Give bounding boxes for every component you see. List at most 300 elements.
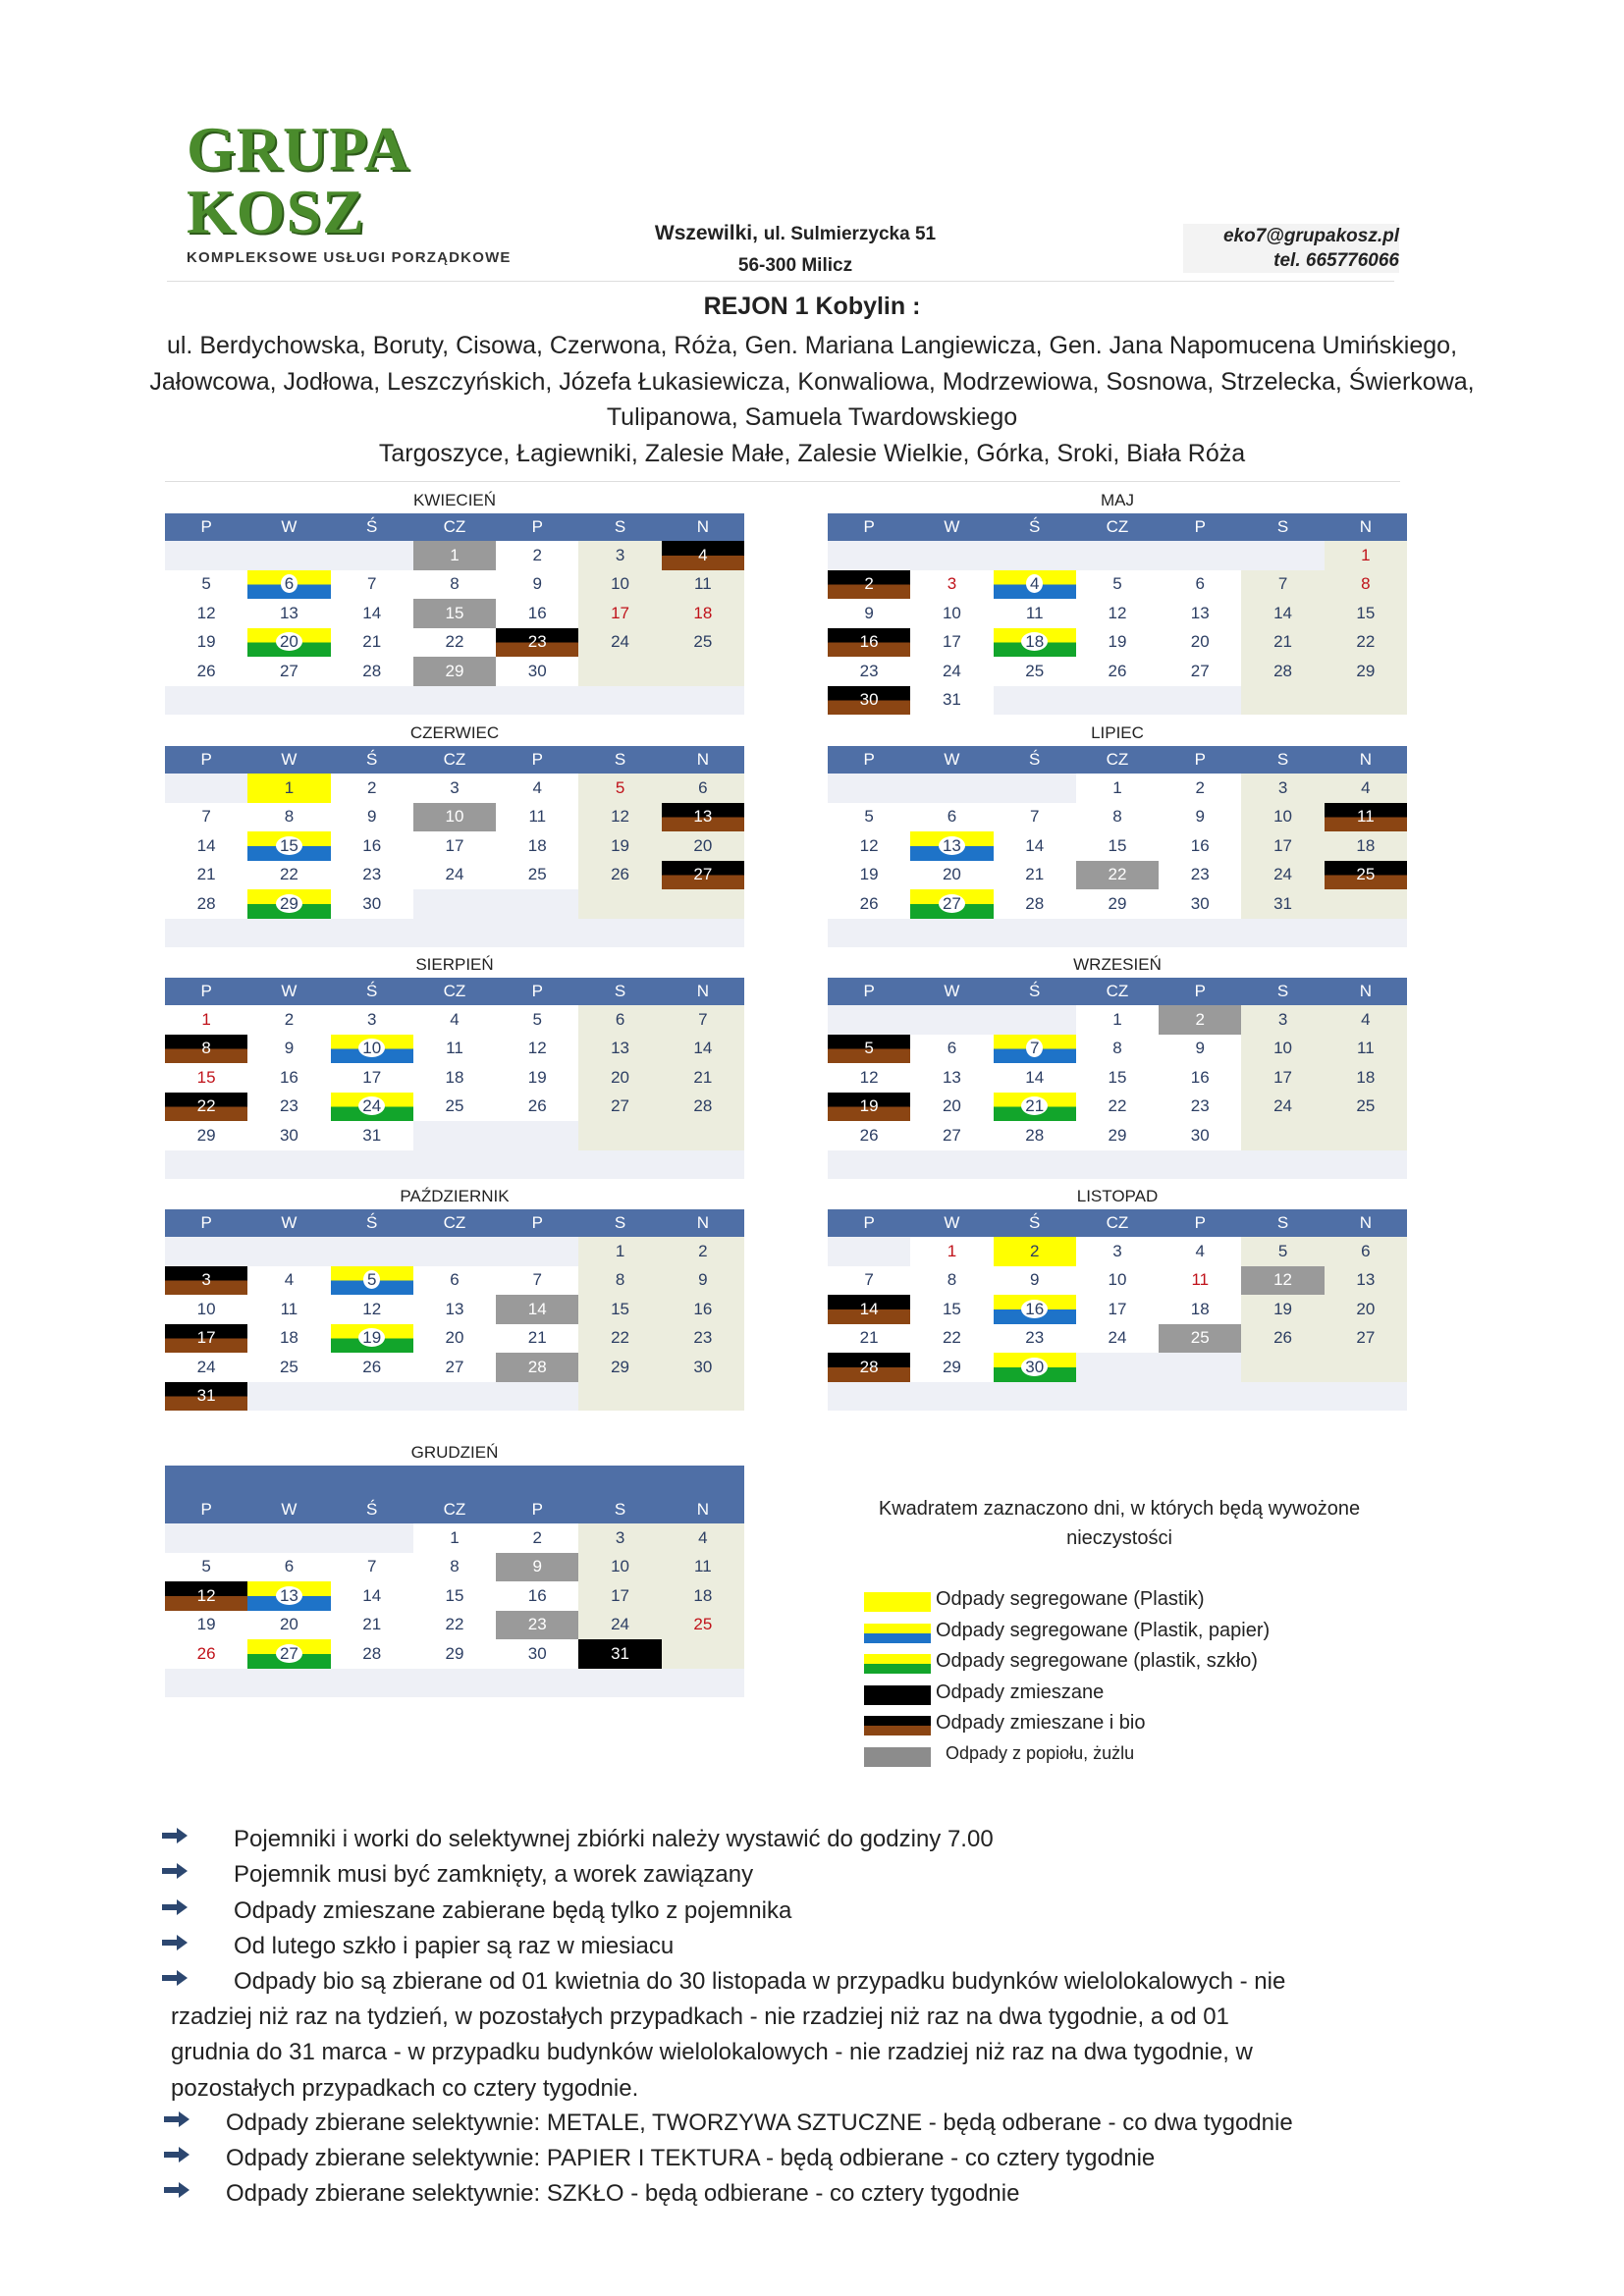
day-cell: 4 <box>662 541 744 570</box>
company-logo <box>187 114 579 266</box>
day-cell: 4 <box>284 1270 295 1290</box>
day-cell: 26 <box>578 861 661 890</box>
weekday-header: P <box>165 1466 247 1523</box>
note-line: Odpady bio są zbierane od 01 kwietnia do 30 listopada w przypadku budynków wielolokalowych - nie <box>234 1968 1286 1995</box>
empty-cell <box>331 1237 413 1266</box>
empty-cell <box>828 1382 910 1412</box>
day-cell: 13 <box>279 603 298 622</box>
day-cell: 7 <box>1241 570 1324 600</box>
empty-cell <box>662 1382 744 1412</box>
day-cell: 16 <box>1190 835 1210 855</box>
day-cell: 15 <box>1108 1067 1127 1087</box>
weekday-header: W <box>910 978 993 1005</box>
day-cell: 18 <box>662 1581 744 1611</box>
empty-cell <box>1159 686 1241 716</box>
address-town: Wszewilki, <box>654 222 758 244</box>
day-cell: 8 <box>450 1557 460 1576</box>
empty-cell <box>994 774 1076 803</box>
day-cell: 16 <box>527 603 547 622</box>
legend-intro: Kwadratem zaznaczono dni, w których będą wywożone nieczystości <box>878 1498 1361 1549</box>
weekday-header: CZ <box>413 513 496 541</box>
empty-cell <box>1159 1353 1241 1382</box>
arrow-right-icon <box>161 1861 189 1881</box>
weekday-header: S <box>578 513 661 541</box>
day-cell: 20 <box>942 1096 961 1116</box>
arrow-right-icon <box>163 2180 190 2200</box>
streets-list: ul. Berdychowska, Boruty, Cisowa, Czerwona, Róża, Gen. Mariana Langiewicza, Gen. Jana Napomucena Umińskiego, Jałowcowa, Jodłowa, Leszczyńskich, Józefa Łukasiewicza, Konwaliowa, Modrzewiowa, Sosnowa, Strzelecka, Świerkowa, Tulipanowa, Samuela Twardowskiego <box>149 332 1475 431</box>
empty-cell <box>331 686 413 716</box>
day-cell: 28 <box>828 1353 910 1382</box>
day-cell: 2 <box>532 545 542 564</box>
day-cell: 21 <box>859 1328 879 1348</box>
day-cell: 28 <box>362 661 382 680</box>
empty-cell <box>247 1237 330 1266</box>
day-cell: 28 <box>662 1093 744 1122</box>
day-cell: 30 <box>527 661 547 680</box>
weekday-header: P <box>828 1209 910 1237</box>
day-cell: 21 <box>362 632 382 652</box>
day-cell: 19 <box>331 1324 413 1354</box>
day-cell: 29 <box>247 889 330 919</box>
day-cell: 15 <box>413 599 496 628</box>
empty-cell <box>165 1237 247 1266</box>
day-cell: 24 <box>578 1611 661 1640</box>
day-cell: 19 <box>196 1615 216 1634</box>
arrow-right-icon <box>161 1897 189 1917</box>
day-cell: 13 <box>578 1035 661 1064</box>
empty-cell <box>1325 1121 1407 1150</box>
day-cell: 18 <box>994 628 1076 658</box>
weekday-header: W <box>247 1466 330 1523</box>
day-cell: 19 <box>1108 632 1127 652</box>
weekday-header: N <box>1325 513 1407 541</box>
weekday-header: S <box>578 746 661 774</box>
empty-cell <box>1241 1382 1324 1412</box>
day-cell: 7 <box>864 1270 874 1290</box>
day-cell: 9 <box>532 574 542 594</box>
legend-swatch <box>864 1624 931 1643</box>
day-cell: 4 <box>994 570 1076 600</box>
day-cell: 8 <box>1325 570 1407 600</box>
day-cell: 17 <box>362 1067 382 1087</box>
day-cell: 3 <box>578 541 661 570</box>
empty-cell <box>413 1382 496 1412</box>
day-cell: 15 <box>445 1585 464 1605</box>
day-cell: 17 <box>1241 831 1324 861</box>
day-cell: 8 <box>1112 807 1122 827</box>
day-cell: 18 <box>1190 1299 1210 1318</box>
day-cell: 9 <box>864 603 874 622</box>
empty-cell <box>662 657 744 686</box>
empty-cell <box>1159 1382 1241 1412</box>
day-cell: 2 <box>366 777 377 797</box>
day-cell: 26 <box>196 661 216 680</box>
day-cell: 5 <box>828 1035 910 1064</box>
day-cell: 24 <box>942 661 961 680</box>
day-cell: 14 <box>196 835 216 855</box>
day-cell: 30 <box>828 686 910 716</box>
day-cell: 21 <box>1241 628 1324 658</box>
villages-list: Targoszyce, Łagiewniki, Zalesie Małe, Zalesie Wielkie, Górka, Sroki, Biała Róża <box>378 439 1246 467</box>
day-cell: 19 <box>859 865 879 884</box>
day-cell: 11 <box>662 570 744 600</box>
day-cell: 31 <box>362 1125 382 1145</box>
day-cell: 10 <box>331 1035 413 1064</box>
day-cell: 15 <box>1325 599 1407 628</box>
note-line: grudnia do 31 marca - w przypadku budynków wielolokalowych - nie rzadziej niż raz na dwa tygodnie, w <box>171 2039 1253 2065</box>
day-cell: 10 <box>578 1553 661 1582</box>
empty-cell <box>1159 541 1241 570</box>
day-cell: 31 <box>165 1382 247 1412</box>
empty-cell <box>662 686 744 716</box>
empty-cell <box>165 1150 247 1180</box>
day-cell: 24 <box>578 628 661 658</box>
day-cell: 18 <box>527 835 547 855</box>
empty-cell <box>828 541 910 570</box>
day-cell: 26 <box>196 1643 216 1663</box>
weekday-header: P <box>496 746 578 774</box>
day-cell: 29 <box>1325 657 1407 686</box>
empty-cell <box>910 919 993 948</box>
day-cell: 25 <box>279 1357 298 1376</box>
day-cell: 8 <box>578 1266 661 1296</box>
day-cell: 14 <box>828 1295 910 1324</box>
month-name: KWIECIEŃ <box>412 491 497 509</box>
day-cell: 21 <box>994 1093 1076 1122</box>
day-cell: 17 <box>578 1581 661 1611</box>
empty-cell <box>1076 1382 1159 1412</box>
day-cell: 4 <box>662 1523 744 1553</box>
month-calendar <box>165 1440 744 1697</box>
arrow-right-icon <box>161 1826 189 1845</box>
legend-swatch <box>864 1654 931 1674</box>
day-cell: 13 <box>910 831 993 861</box>
note-line: Odpady zbierane selektywnie: METALE, TWORZYWA SZTUCZNE - będą odberane - co dwa tygodnie <box>226 2109 1293 2136</box>
day-cell: 3 <box>450 777 460 797</box>
empty-cell <box>247 686 330 716</box>
day-cell: 30 <box>279 1125 298 1145</box>
weekday-header: Ś <box>331 513 413 541</box>
weekday-header: N <box>662 746 744 774</box>
weekday-header: N <box>662 978 744 1005</box>
region-title: REJON 1 Kobylin : <box>703 293 921 320</box>
empty-cell <box>247 919 330 948</box>
empty-cell <box>165 686 247 716</box>
empty-cell <box>496 919 578 948</box>
arrow-right-icon <box>163 2109 190 2129</box>
day-cell: 24 <box>196 1357 216 1376</box>
day-cell: 20 <box>445 1328 464 1348</box>
month-calendar <box>165 952 744 1179</box>
weekday-header: W <box>247 1209 330 1237</box>
day-cell: 11 <box>662 1553 744 1582</box>
contact-email[interactable]: eko7@grupakosz.pl <box>1222 226 1399 246</box>
empty-cell <box>662 1669 744 1698</box>
weekday-header: N <box>1325 1209 1407 1237</box>
day-cell: 21 <box>527 1328 547 1348</box>
day-cell: 14 <box>1025 835 1045 855</box>
empty-cell <box>662 1150 744 1180</box>
day-cell: 8 <box>284 807 295 827</box>
weekday-header: Ś <box>331 978 413 1005</box>
empty-cell <box>1325 1150 1407 1180</box>
day-cell: 19 <box>828 1093 910 1122</box>
day-cell: 14 <box>662 1035 744 1064</box>
day-cell: 30 <box>1190 1125 1210 1145</box>
day-cell: 21 <box>1025 865 1045 884</box>
day-cell: 19 <box>1241 1295 1324 1324</box>
day-cell: 8 <box>165 1035 247 1064</box>
day-cell: 26 <box>859 893 879 913</box>
day-cell: 2 <box>828 570 910 600</box>
day-cell: 12 <box>362 1299 382 1318</box>
empty-cell <box>165 1523 247 1553</box>
weekday-header: S <box>1241 978 1324 1005</box>
day-cell: 1 <box>1112 777 1122 797</box>
day-cell: 12 <box>527 1039 547 1058</box>
legend-label: Odpady segregowane (plastik, szkło) <box>936 1650 1258 1672</box>
day-cell: 16 <box>362 835 382 855</box>
empty-cell <box>1076 541 1159 570</box>
day-cell: 16 <box>828 628 910 658</box>
empty-cell <box>165 1669 247 1698</box>
day-cell: 3 <box>1112 1241 1122 1260</box>
empty-cell <box>331 1150 413 1180</box>
weekday-header: CZ <box>1076 746 1159 774</box>
month-calendar <box>828 952 1407 1179</box>
empty-cell <box>1325 1382 1407 1412</box>
day-cell: 11 <box>1325 1035 1407 1064</box>
empty-cell <box>1325 919 1407 948</box>
empty-cell <box>1076 919 1159 948</box>
day-cell: 20 <box>1325 1295 1407 1324</box>
day-cell: 8 <box>1112 1039 1122 1058</box>
address-street: ul. Sulmierzycka 51 <box>763 224 937 244</box>
day-cell: 23 <box>496 1611 578 1640</box>
month-calendar <box>828 1184 1407 1411</box>
empty-cell <box>662 1639 744 1669</box>
weekday-header: S <box>578 978 661 1005</box>
day-cell: 22 <box>1325 628 1407 658</box>
empty-cell <box>1076 1353 1159 1382</box>
day-cell: 25 <box>1325 1093 1407 1122</box>
day-cell: 10 <box>1241 1035 1324 1064</box>
empty-cell <box>247 541 330 570</box>
empty-cell <box>496 1237 578 1266</box>
day-cell: 9 <box>662 1266 744 1296</box>
divider <box>167 281 1394 282</box>
empty-cell <box>910 541 993 570</box>
weekday-header: CZ <box>1076 513 1159 541</box>
day-cell: 28 <box>496 1353 578 1382</box>
arrow-right-icon <box>163 2145 190 2164</box>
empty-cell <box>1076 1150 1159 1180</box>
legend-label: Odpady zmieszane <box>936 1681 1105 1703</box>
day-cell: 19 <box>196 632 216 652</box>
day-cell: 20 <box>578 1063 661 1093</box>
day-cell: 1 <box>1112 1009 1122 1029</box>
day-cell: 22 <box>445 1615 464 1634</box>
day-cell: 28 <box>1241 657 1324 686</box>
day-cell: 5 <box>578 774 661 803</box>
day-cell: 14 <box>496 1295 578 1324</box>
day-cell: 28 <box>1025 1125 1045 1145</box>
day-cell: 6 <box>947 1039 957 1058</box>
empty-cell <box>994 1150 1076 1180</box>
day-cell: 12 <box>196 603 216 622</box>
empty-cell <box>413 889 496 919</box>
legend-label: Odpady z popiołu, żużlu <box>946 1742 1135 1763</box>
day-cell: 17 <box>165 1324 247 1354</box>
empty-cell <box>994 541 1076 570</box>
month-name: WRZESIEŃ <box>1073 955 1162 974</box>
empty-cell <box>1325 1353 1407 1382</box>
day-cell: 12 <box>859 1067 879 1087</box>
empty-cell <box>247 1382 330 1412</box>
day-cell: 5 <box>864 807 874 827</box>
empty-cell <box>331 1382 413 1412</box>
day-cell: 9 <box>1029 1270 1040 1290</box>
empty-cell <box>828 1150 910 1180</box>
month-name: GRUDZIEŃ <box>410 1443 499 1462</box>
day-cell: 12 <box>1108 603 1127 622</box>
day-cell: 6 <box>1195 574 1205 594</box>
empty-cell <box>578 1121 661 1150</box>
empty-cell <box>1159 919 1241 948</box>
day-cell: 17 <box>1108 1299 1127 1318</box>
note-line: Pojemniki i worki do selektywnej zbiórki należy wystawić do godziny 7.00 <box>234 1826 994 1852</box>
day-cell: 27 <box>910 889 993 919</box>
day-cell: 7 <box>366 574 377 594</box>
empty-cell <box>994 1382 1076 1412</box>
day-cell: 18 <box>1325 1063 1407 1093</box>
weekday-header: P <box>1159 746 1241 774</box>
day-cell: 23 <box>362 865 382 884</box>
day-cell: 26 <box>1241 1324 1324 1354</box>
contact-box <box>1183 224 1399 273</box>
day-cell: 5 <box>201 574 211 594</box>
month-calendar <box>165 488 744 715</box>
day-cell: 18 <box>279 1328 298 1348</box>
empty-cell <box>828 774 910 803</box>
note-line: Odpady zbierane selektywnie: PAPIER I TEKTURA - będą odbierane - co cztery tygodnie <box>226 2145 1156 2171</box>
day-cell: 1 <box>947 1241 957 1260</box>
day-cell: 30 <box>662 1353 744 1382</box>
empty-cell <box>662 1121 744 1150</box>
legend-swatch <box>864 1716 931 1735</box>
day-cell: 7 <box>1029 807 1040 827</box>
day-cell: 23 <box>1025 1328 1045 1348</box>
weekday-header: P <box>1159 1209 1241 1237</box>
empty-cell <box>1241 541 1324 570</box>
legend-label: Odpady segregowane (Plastik) <box>936 1588 1205 1610</box>
note-line: Od lutego szkło i papier są raz w miesiacu <box>234 1933 675 1959</box>
day-cell: 1 <box>1325 541 1407 570</box>
empty-cell <box>413 1237 496 1266</box>
weekday-header: CZ <box>1076 978 1159 1005</box>
divider <box>165 481 1400 482</box>
day-cell: 8 <box>947 1270 957 1290</box>
month-calendar <box>828 721 1407 947</box>
note-line: rzadziej niż raz na tydzień, w pozostałych przypadkach - nie rzadziej niż raz na dwa tygodnie, a od 01 <box>171 2003 1229 2030</box>
day-cell: 2 <box>532 1527 542 1547</box>
weekday-header: S <box>1241 1209 1324 1237</box>
weekday-header: CZ <box>413 978 496 1005</box>
month-name: LIPIEC <box>1091 723 1144 742</box>
day-cell: 20 <box>1190 632 1210 652</box>
empty-cell <box>496 1121 578 1150</box>
day-cell: 19 <box>578 831 661 861</box>
empty-cell <box>578 889 661 919</box>
day-cell: 7 <box>532 1270 542 1290</box>
empty-cell <box>331 919 413 948</box>
day-cell: 4 <box>450 1009 460 1029</box>
weekday-header: Ś <box>331 746 413 774</box>
empty-cell <box>496 686 578 716</box>
weekday-header: CZ <box>413 1209 496 1237</box>
day-cell: 27 <box>578 1093 661 1122</box>
legend-swatch <box>864 1685 931 1705</box>
day-cell: 28 <box>196 893 216 913</box>
empty-cell <box>413 686 496 716</box>
day-cell: 22 <box>1076 861 1159 890</box>
day-cell: 7 <box>366 1557 377 1576</box>
day-cell: 22 <box>445 632 464 652</box>
day-cell: 12 <box>165 1581 247 1611</box>
empty-cell <box>910 774 993 803</box>
weekday-header: N <box>662 513 744 541</box>
day-cell: 15 <box>247 831 330 861</box>
day-cell: 12 <box>859 835 879 855</box>
day-cell: 13 <box>662 803 744 832</box>
day-cell: 7 <box>994 1035 1076 1064</box>
day-cell: 1 <box>247 774 330 803</box>
day-cell: 31 <box>578 1639 661 1669</box>
weekday-header: W <box>247 746 330 774</box>
weekday-header: P <box>165 978 247 1005</box>
day-cell: 26 <box>859 1125 879 1145</box>
day-cell: 7 <box>662 1005 744 1035</box>
day-cell: 23 <box>496 628 578 658</box>
month-name: MAJ <box>1101 491 1134 509</box>
month-name: SIERPIEŃ <box>415 955 494 974</box>
day-cell: 3 <box>947 574 957 594</box>
empty-cell <box>165 541 247 570</box>
day-cell: 14 <box>1025 1067 1045 1087</box>
day-cell: 7 <box>201 807 211 827</box>
day-cell: 3 <box>165 1266 247 1296</box>
note-line: pozostałych przypadkach co cztery tygodnie. <box>171 2075 639 2102</box>
arrow-right-icon <box>161 1933 189 1952</box>
month-name: PAŹDZIERNIK <box>400 1187 510 1205</box>
empty-cell <box>331 541 413 570</box>
empty-cell <box>247 1150 330 1180</box>
weekday-header: P <box>1159 978 1241 1005</box>
empty-cell <box>910 1005 993 1035</box>
day-cell: 25 <box>1159 1324 1241 1354</box>
empty-cell <box>578 1669 661 1698</box>
day-cell: 3 <box>1241 1005 1324 1035</box>
weekday-header: N <box>1325 978 1407 1005</box>
weekday-header: S <box>1241 746 1324 774</box>
empty-cell <box>994 686 1076 716</box>
empty-cell <box>828 1237 910 1266</box>
day-cell: 24 <box>1241 1093 1324 1122</box>
day-cell: 13 <box>1325 1266 1407 1296</box>
day-cell: 30 <box>527 1643 547 1663</box>
empty-cell <box>910 1382 993 1412</box>
weekday-header: N <box>662 1466 744 1523</box>
